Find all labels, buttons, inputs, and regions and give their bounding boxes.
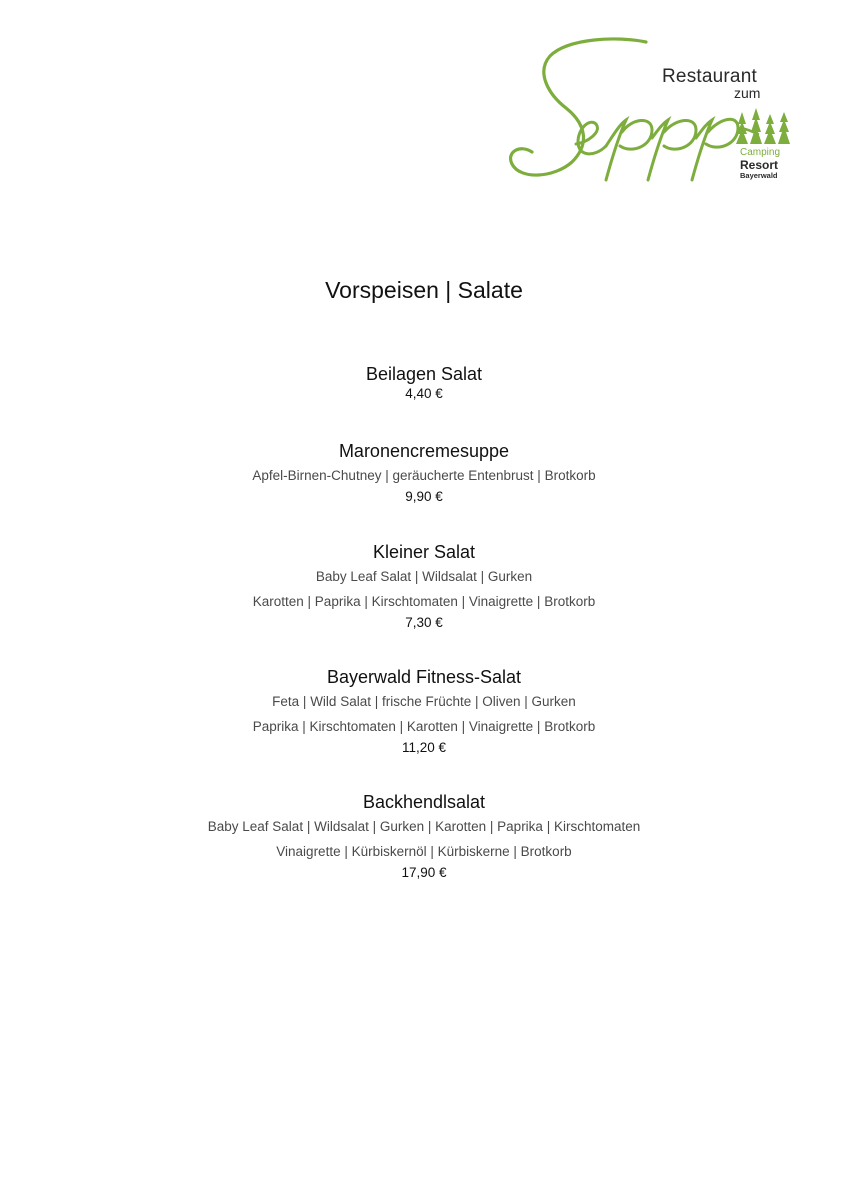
- menu-item-name: Maronencremesuppe: [338, 441, 510, 461]
- menu-item-price: 4,40 €: [405, 386, 443, 401]
- menu-item-description: Apfel-Birnen-Chutney | geräucherte Entenbrust | Brotkorb: [252, 468, 596, 483]
- menu-item: [0, 791, 848, 882]
- menu-item: [0, 363, 848, 403]
- menu-item-description: Baby Leaf Salat | Wildsalat | Gurken: [315, 569, 533, 584]
- menu-item-name: Bayerwald Fitness-Salat: [326, 667, 522, 687]
- menu-item: [0, 541, 848, 632]
- menu-item: [0, 666, 848, 757]
- logo-restaurant-text: Restaurant: [662, 66, 757, 87]
- menu-item: [0, 440, 848, 506]
- menu-item-description: Feta | Wild Salat | frische Früchte | Oliven | Gurken: [272, 694, 576, 709]
- menu-item-name: Kleiner Salat: [372, 542, 476, 562]
- logo-resort-text: Resort: [740, 158, 779, 172]
- logo-bayerwald-text: Bayerwald: [740, 171, 778, 180]
- logo-camping-text: Camping: [740, 147, 781, 158]
- menu-item-description: Baby Leaf Salat | Wildsalat | Gurken | Karotten | Paprika | Kirschtomaten: [207, 819, 641, 834]
- menu-item-price: 7,30 €: [405, 615, 443, 630]
- menu-item-price: 9,90 €: [405, 489, 443, 504]
- trees-icon: [736, 108, 790, 144]
- menu-item-price: 11,20 €: [401, 740, 447, 755]
- restaurant-logo: [506, 34, 796, 186]
- menu-item-description: Vinaigrette | Kürbiskernöl | Kürbiskerne | Brotkorb: [276, 844, 572, 859]
- menu-item-name: Beilagen Salat: [365, 364, 483, 384]
- logo-zum-text: zum: [734, 85, 761, 101]
- menu-item-description: Karotten | Paprika | Kirschtomaten | Vinaigrette | Brotkorb: [252, 594, 596, 609]
- menu-item-description: Paprika | Kirschtomaten | Karotten | Vinaigrette | Brotkorb: [252, 719, 596, 734]
- menu-section-title: Vorspeisen | Salate: [325, 277, 523, 303]
- menu-item-name: Backhendlsalat: [362, 792, 486, 812]
- menu-item-price: 17,90 €: [401, 865, 447, 880]
